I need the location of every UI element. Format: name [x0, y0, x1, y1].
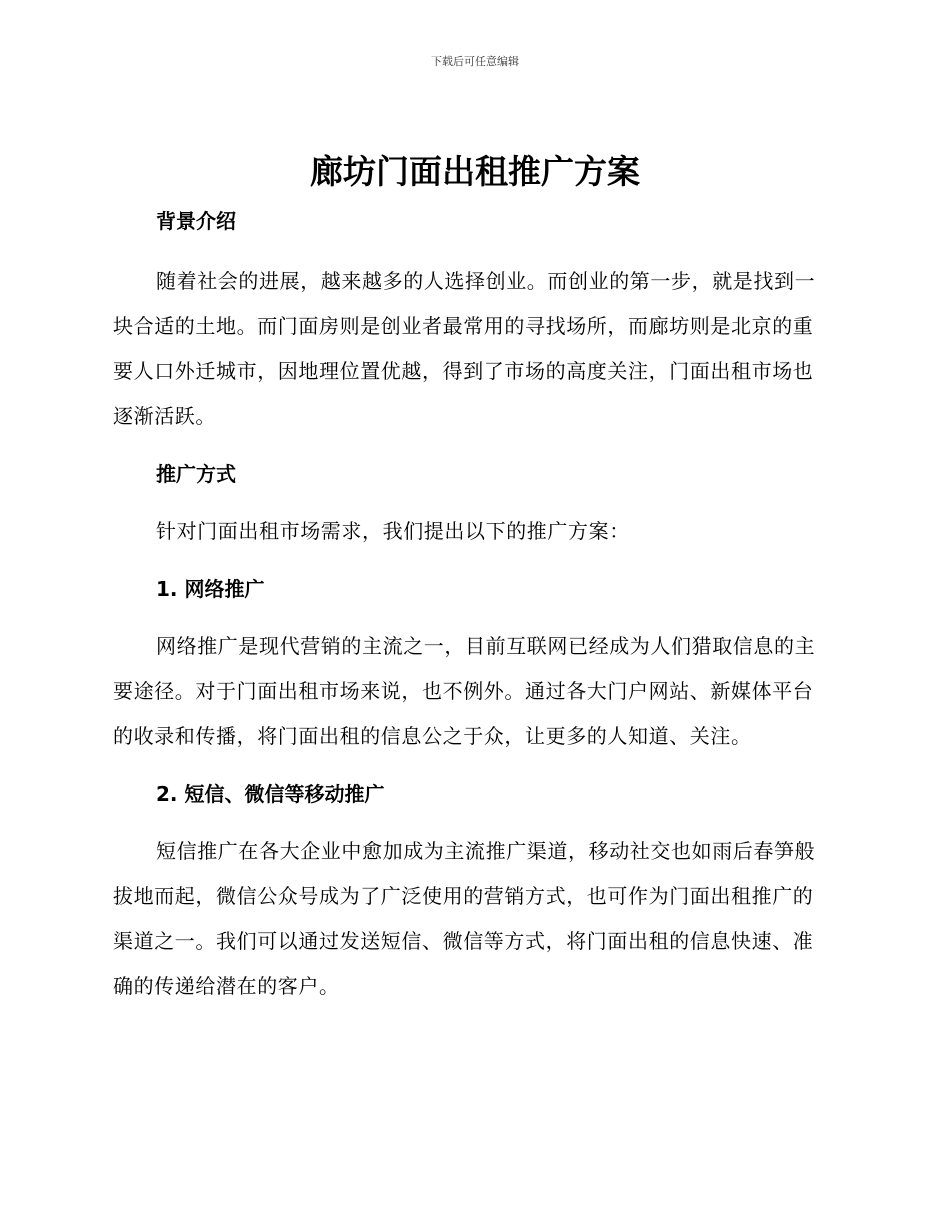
section-heading-methods: 推广方式: [156, 462, 236, 486]
document-body: [113, 202, 833, 1009]
section-heading-mobile: 2. 短信、微信等移动推广: [156, 782, 385, 806]
background-paragraph: 随着社会的进展，越来越多的人选择创业。而创业的第一步，就是找到一块合适的土地。而门面房则是创业者最常用的寻找场所，而廊坊则是北京的重要人口外迁城市，因地理位置优越，得到了市场的高度关注，门面出租市场也逐渐活跃。: [113, 269, 816, 428]
network-paragraph: 网络推广是现代营销的主流之一，目前互联网已经成为人们猎取信息的主要途径。对于门面出租市场来说，也不例外。通过各大门户网站、新媒体平台的收录和传播，将门面出租的信息公之于众，让更多的人知道、关注。: [113, 634, 816, 748]
section-heading-background: 背景介绍: [156, 209, 236, 233]
mobile-paragraph: 短信推广在各大企业中愈加成为主流推广渠道，移动社交也如雨后春笋般拔地而起，微信公众号成为了广泛使用的营销方式，也可作为门面出租推广的渠道之一。我们可以通过发送短信、微信等方式，将门面出租的信息快速、准确的传递给潜在的客户。: [113, 839, 816, 998]
methods-intro-paragraph: 针对门面出租市场需求，我们提出以下的推广方案：: [156, 519, 630, 543]
section-heading-network: 1. 网络推广: [156, 577, 265, 601]
page-header-note: 下载后可任意编辑: [431, 55, 519, 68]
document-title: 廊坊门面出租推广方案: [310, 152, 640, 191]
